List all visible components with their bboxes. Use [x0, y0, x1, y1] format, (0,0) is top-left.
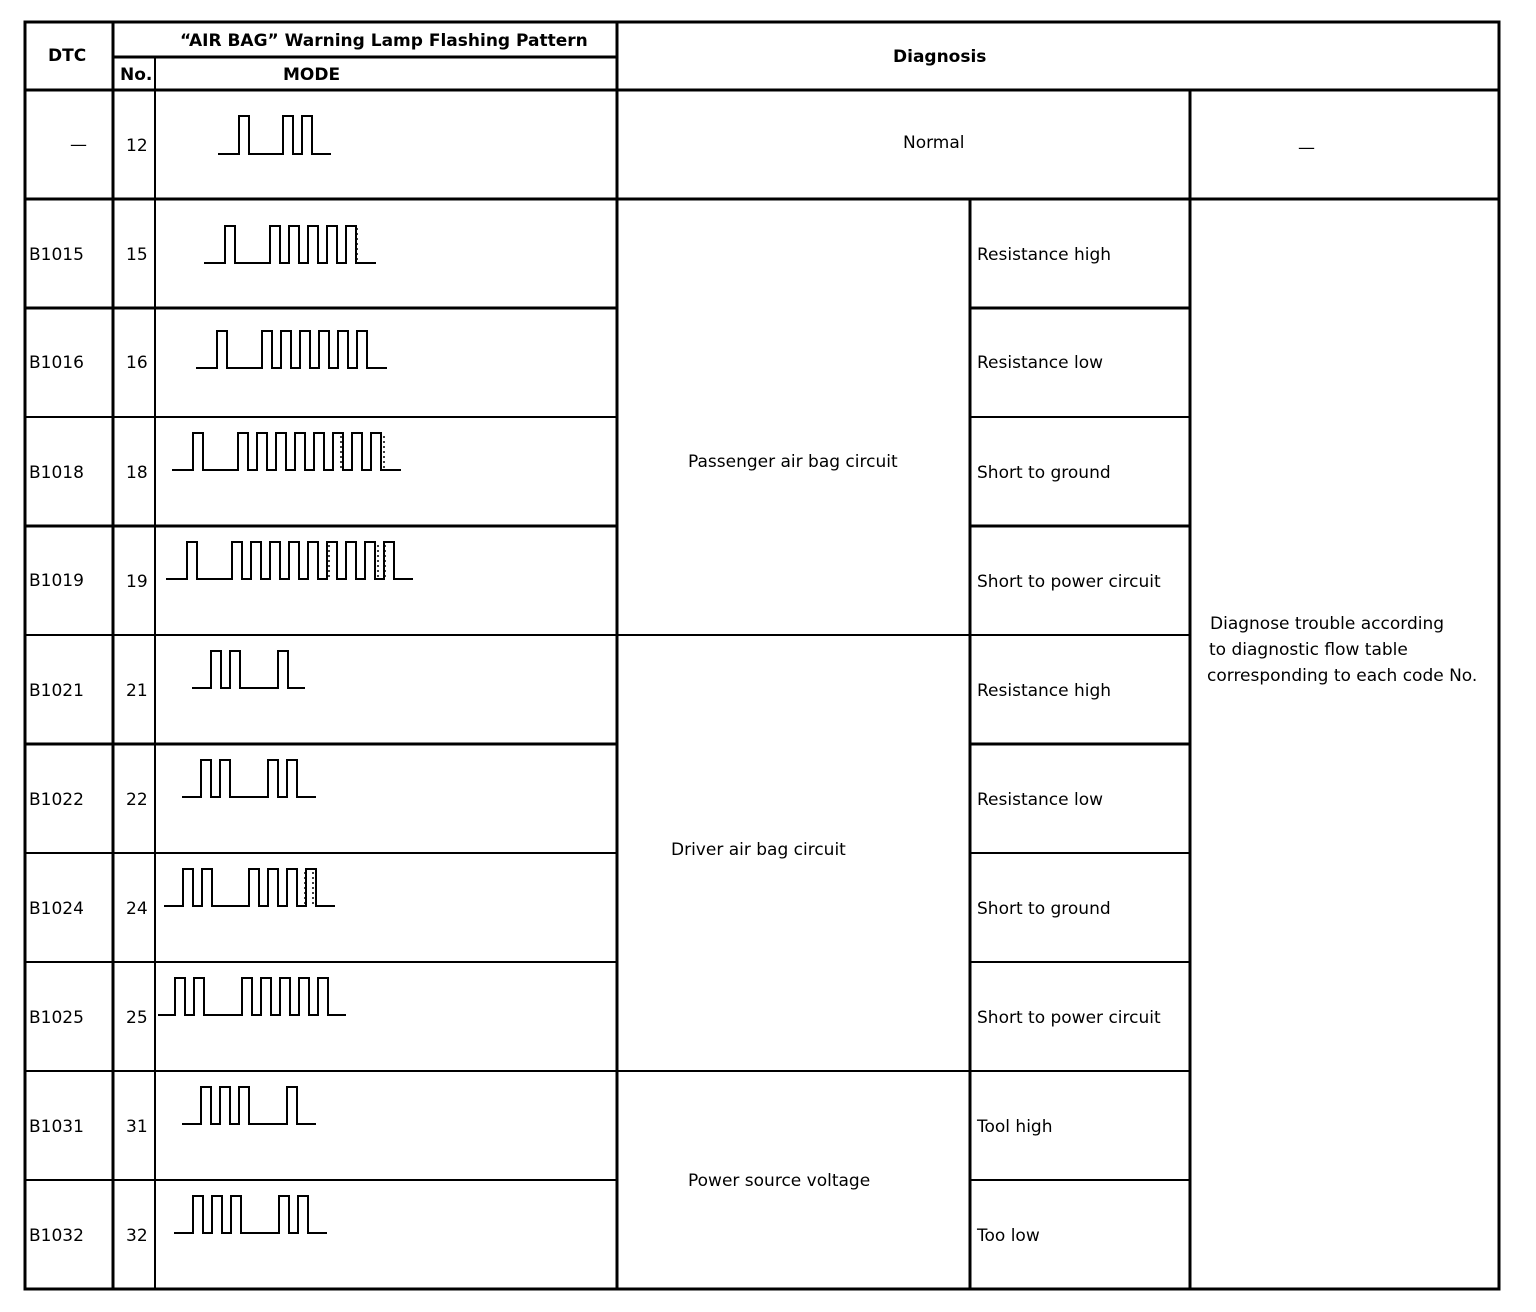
pattern-waveform-16 [196, 331, 387, 368]
row-dtc: B1031 [29, 1117, 84, 1137]
row-detail: Short to power circuit [977, 1008, 1161, 1028]
row-code-no: 19 [126, 572, 148, 592]
header-dtc: DTC [48, 46, 87, 66]
row-dtc: B1018 [29, 463, 84, 483]
remark-line: corresponding to each code No. [1207, 666, 1478, 686]
pattern-waveform-19 [166, 542, 413, 579]
pattern-waveform-22 [182, 760, 316, 797]
normal-row-dtc: — [70, 135, 87, 155]
row-dtc: B1016 [29, 353, 84, 373]
row-detail: Resistance high [977, 681, 1112, 701]
row-code-no: 32 [126, 1226, 148, 1246]
header-mode: MODE [283, 65, 341, 85]
row-dtc: B1019 [29, 571, 84, 591]
header-diagnosis: Diagnosis [893, 47, 987, 67]
row-code-no: 25 [126, 1008, 148, 1028]
row-code-no: 16 [126, 353, 148, 373]
row-code-no: 15 [126, 245, 148, 265]
row-detail: Resistance low [977, 353, 1104, 373]
row-code-no: 24 [126, 899, 148, 919]
row-dtc: B1021 [29, 681, 84, 701]
row-detail: Tool high [977, 1117, 1053, 1137]
header-pattern-title: “AIR BAG” Warning Lamp Flashing Pattern [180, 31, 588, 51]
header-no: No. [120, 65, 153, 85]
row-code-no: 18 [126, 463, 148, 483]
normal-row-remark: — [1298, 138, 1315, 158]
pattern-waveform-24 [164, 869, 335, 906]
group-passenger-label: Passenger air bag circuit [688, 452, 898, 472]
row-code-no: 31 [126, 1117, 148, 1137]
pattern-waveform-32 [174, 1196, 327, 1233]
row-dtc: B1022 [29, 790, 84, 810]
row-dtc: B1032 [29, 1226, 84, 1246]
row-code-no: 22 [126, 790, 148, 810]
row-detail: Too low [977, 1226, 1040, 1246]
normal-row-diagnosis: Normal [903, 133, 965, 153]
row-detail: Short to ground [977, 899, 1111, 919]
pattern-waveform-15 [204, 226, 376, 263]
pattern-waveform-21 [192, 651, 305, 688]
row-dtc: B1024 [29, 899, 84, 919]
row-detail: Short to ground [977, 463, 1111, 483]
row-detail: Resistance high [977, 245, 1112, 265]
remark-line: Diagnose trouble according [1210, 614, 1445, 634]
group-power-label: Power source voltage [688, 1171, 871, 1191]
normal-row-no: 12 [126, 136, 148, 156]
row-detail: Resistance low [977, 790, 1104, 810]
row-detail: Short to power circuit [977, 572, 1161, 592]
row-dtc: B1015 [29, 245, 84, 265]
remark-line: to diagnostic flow table [1209, 640, 1408, 660]
row-code-no: 21 [126, 681, 148, 701]
pattern-waveform-18 [172, 433, 401, 470]
group-driver-label: Driver air bag circuit [671, 840, 846, 860]
pattern-waveform-31 [182, 1087, 316, 1124]
row-dtc: B1025 [29, 1008, 84, 1028]
